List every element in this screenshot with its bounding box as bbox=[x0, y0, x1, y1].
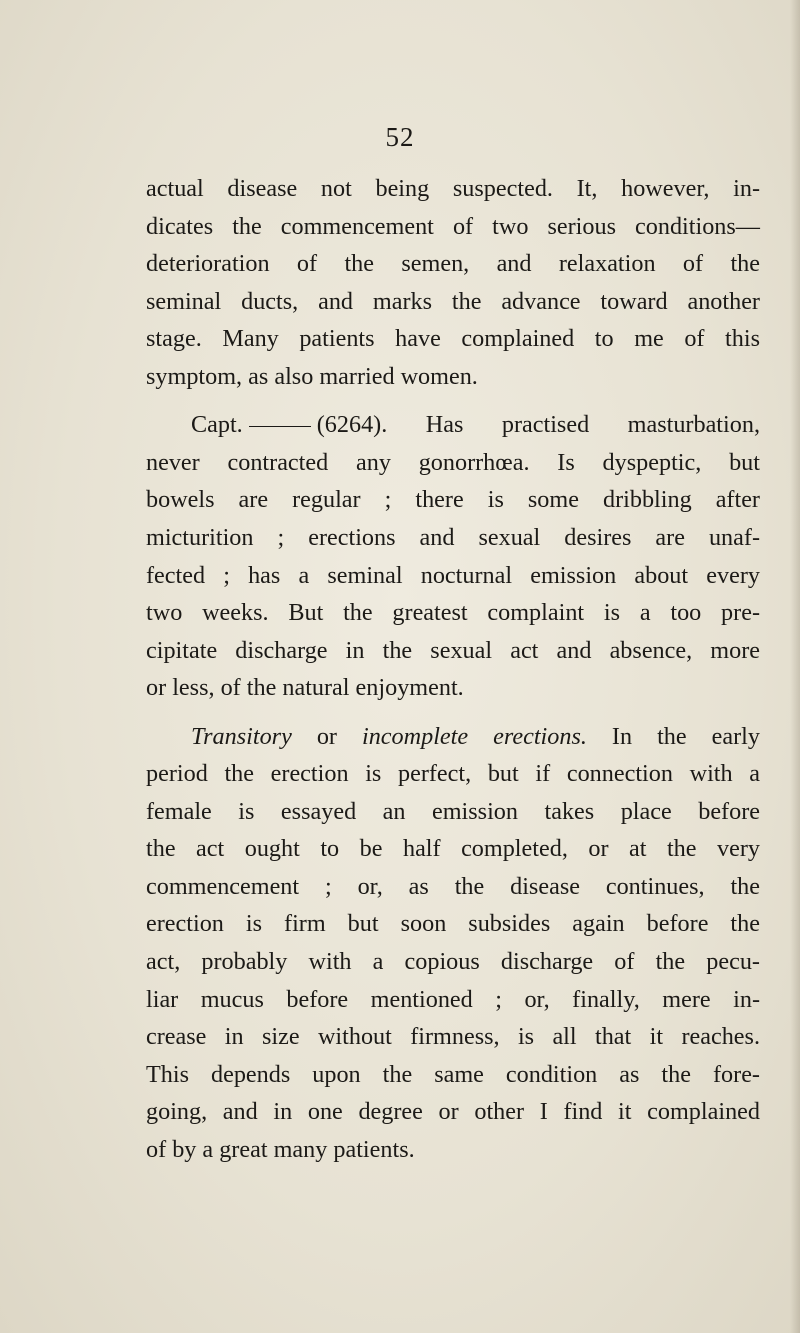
text-line: symptom, as also married women. bbox=[146, 362, 478, 390]
capt-label: Capt. bbox=[191, 411, 243, 439]
text-line: female is essayed an emission takes place before bbox=[146, 797, 760, 825]
name-omission-dash bbox=[249, 426, 311, 427]
line-rest: In the early bbox=[586, 722, 760, 750]
italic-term: Transitory bbox=[191, 722, 292, 750]
text-line: period the erection is perfect, but if connection with a bbox=[146, 760, 760, 788]
text-line: never contracted any gonorrhœa. Is dyspeptic, but bbox=[146, 448, 760, 476]
text-line: of by a great many patients. bbox=[146, 1136, 415, 1164]
case-intro: (6264). Has practised masturbation, bbox=[316, 411, 760, 439]
italic-heading: incomplete erections. bbox=[361, 722, 587, 750]
connector-text: or bbox=[291, 722, 362, 750]
page-edge-shadow bbox=[790, 0, 800, 1333]
paragraph-3 bbox=[146, 718, 760, 1169]
text-line: This depends upon the same condition as the fore- bbox=[146, 1060, 760, 1088]
text-line bbox=[146, 718, 760, 756]
paragraph-1 bbox=[146, 170, 760, 396]
text-line: liar mucus before mentioned ; or, finally, mere in- bbox=[146, 985, 760, 1013]
text-line: stage. Many patients have complained to me of this bbox=[146, 325, 760, 353]
text-line: micturition ; erections and sexual desires are unaf- bbox=[146, 523, 760, 551]
page-number: 52 bbox=[385, 122, 415, 152]
text-line: act, probably with a copious discharge of the pecu- bbox=[146, 948, 760, 976]
text-line: seminal ducts, and marks the advance toward another bbox=[146, 287, 760, 315]
text-line: bowels are regular ; there is some dribbling after bbox=[146, 486, 760, 514]
text-line: two weeks. But the greatest complaint is a too pre- bbox=[146, 599, 760, 627]
text-line: dicates the commencement of two serious conditions— bbox=[146, 212, 760, 240]
text-line: cipitate discharge in the sexual act and absence, more bbox=[146, 636, 760, 664]
text-line bbox=[146, 406, 760, 444]
text-line: or less, of the natural enjoyment. bbox=[146, 674, 464, 702]
paragraph-2 bbox=[146, 406, 760, 707]
text-line: crease in size without firmness, is all that it reaches. bbox=[146, 1023, 760, 1051]
text-line: actual disease not being suspected. It, however, in- bbox=[146, 175, 760, 202]
text-line: fected ; has a seminal nocturnal emission about every bbox=[146, 561, 760, 589]
text-line: erection is firm but soon subsides again before the bbox=[146, 910, 760, 938]
text-line: deterioration of the semen, and relaxation of the bbox=[146, 250, 760, 278]
text-line: commencement ; or, as the disease continues, the bbox=[146, 872, 760, 900]
body-text bbox=[146, 170, 760, 1169]
text-line: going, and in one degree or other I find it complained bbox=[146, 1098, 760, 1126]
text-line: the act ought to be half completed, or at the very bbox=[146, 835, 760, 863]
